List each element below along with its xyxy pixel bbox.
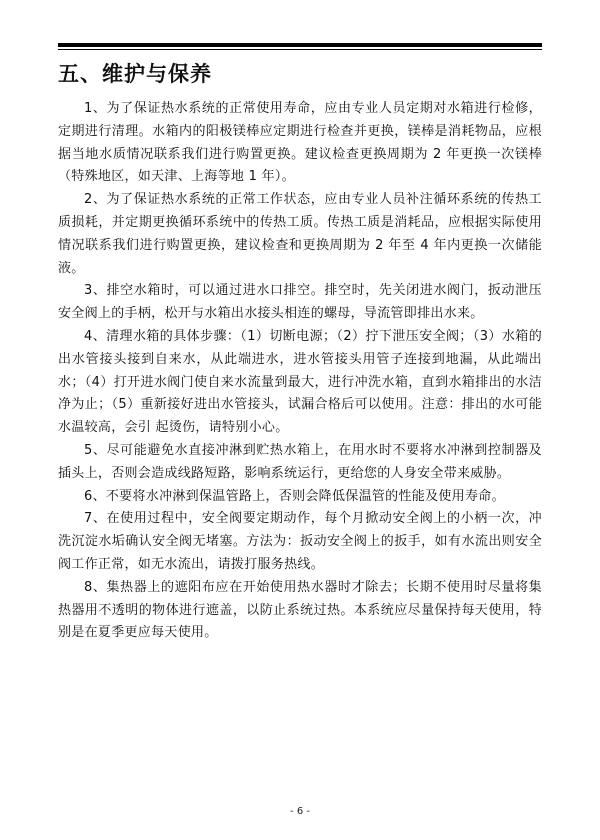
paragraph-7: 7、在使用过程中，安全阀要定期动作，每个月掀动安全阀上的小柄一次，冲洗沉淀水垢确认安全阀无堵塞。方法为：扳动安全阀上的扳手，如有水流出则安全阀工作正常，如无水流出，请拨打服务热线。: [58, 511, 542, 572]
section-title: 五、维护与保养: [58, 62, 212, 86]
paragraph-1: 1、为了保证热水系统的正常使用寿命，应由专业人员定期对水箱进行检修，定期进行清理。水箱内的阳极镁棒应定期进行检查并更换，镁棒是消耗物品，应根据当地水质情况联系我们进行购置更换。建议检查更换周期为 2 年更换一次镁棒（特殊地区，如天津、上海等地 1 年）。: [58, 101, 542, 185]
page-number: - 6 -: [290, 806, 310, 817]
paragraph-6: 6、不要将水冲淋到保温管路上，否则会降低保温管的性能及使用寿命。: [84, 488, 505, 504]
section-body: [58, 98, 542, 645]
paragraph-4: 4、清理水箱的具体步骤：（1）切断电源；（2）拧下泄压安全阀；（3）水箱的出水管接头接到自来水，从此端进水，进水管接头用管子连接到地漏，从此端出水；（4）打开进水阀门使自来水流量到最大，进行冲洗水箱，直到水箱排出的水洁净为止；（5）重新接好进出水管接头，试漏合格后可以使用。注意：排出的水可能水温较高，会引 起烫伤，请特别小心。: [58, 328, 542, 436]
paragraph-2: 2、为了保证热水系统的正常工作状态，应由专业人员补注循环系统的传热工质损耗，并定期更换循环系统中的传热工质。传热工质是消耗品，应根据实际使用情况联系我们进行购置更换，建议检查和更换周期为 2 年至 4 年内更换一次储能液。: [58, 192, 542, 276]
header-rule-thick: [58, 43, 542, 47]
paragraph-5: 5、尽可能避免水直接冲淋到贮热水箱上，在用水时不要将水冲淋到控制器及插头上，否则会造成线路短路，影响系统运行，更给您的人身安全带来威胁。: [58, 442, 542, 481]
paragraph-8: 8、集热器上的遮阳布应在开始使用热水器时才除去；长期不使用时尽量将集热器用不透明的物体进行遮盖，以防止系统过热。本系统应尽量保持每天使用，特别是在夏季更应每天使用。: [58, 579, 542, 641]
paragraph-3: 3、排空水箱时，可以通过进水口排空。排空时，先关闭进水阀门，扳动泄压安全阀上的手柄，松开与水箱出水接头相连的螺母，导流管即排出水来。: [58, 283, 542, 322]
header-rule-thin: [58, 49, 542, 50]
